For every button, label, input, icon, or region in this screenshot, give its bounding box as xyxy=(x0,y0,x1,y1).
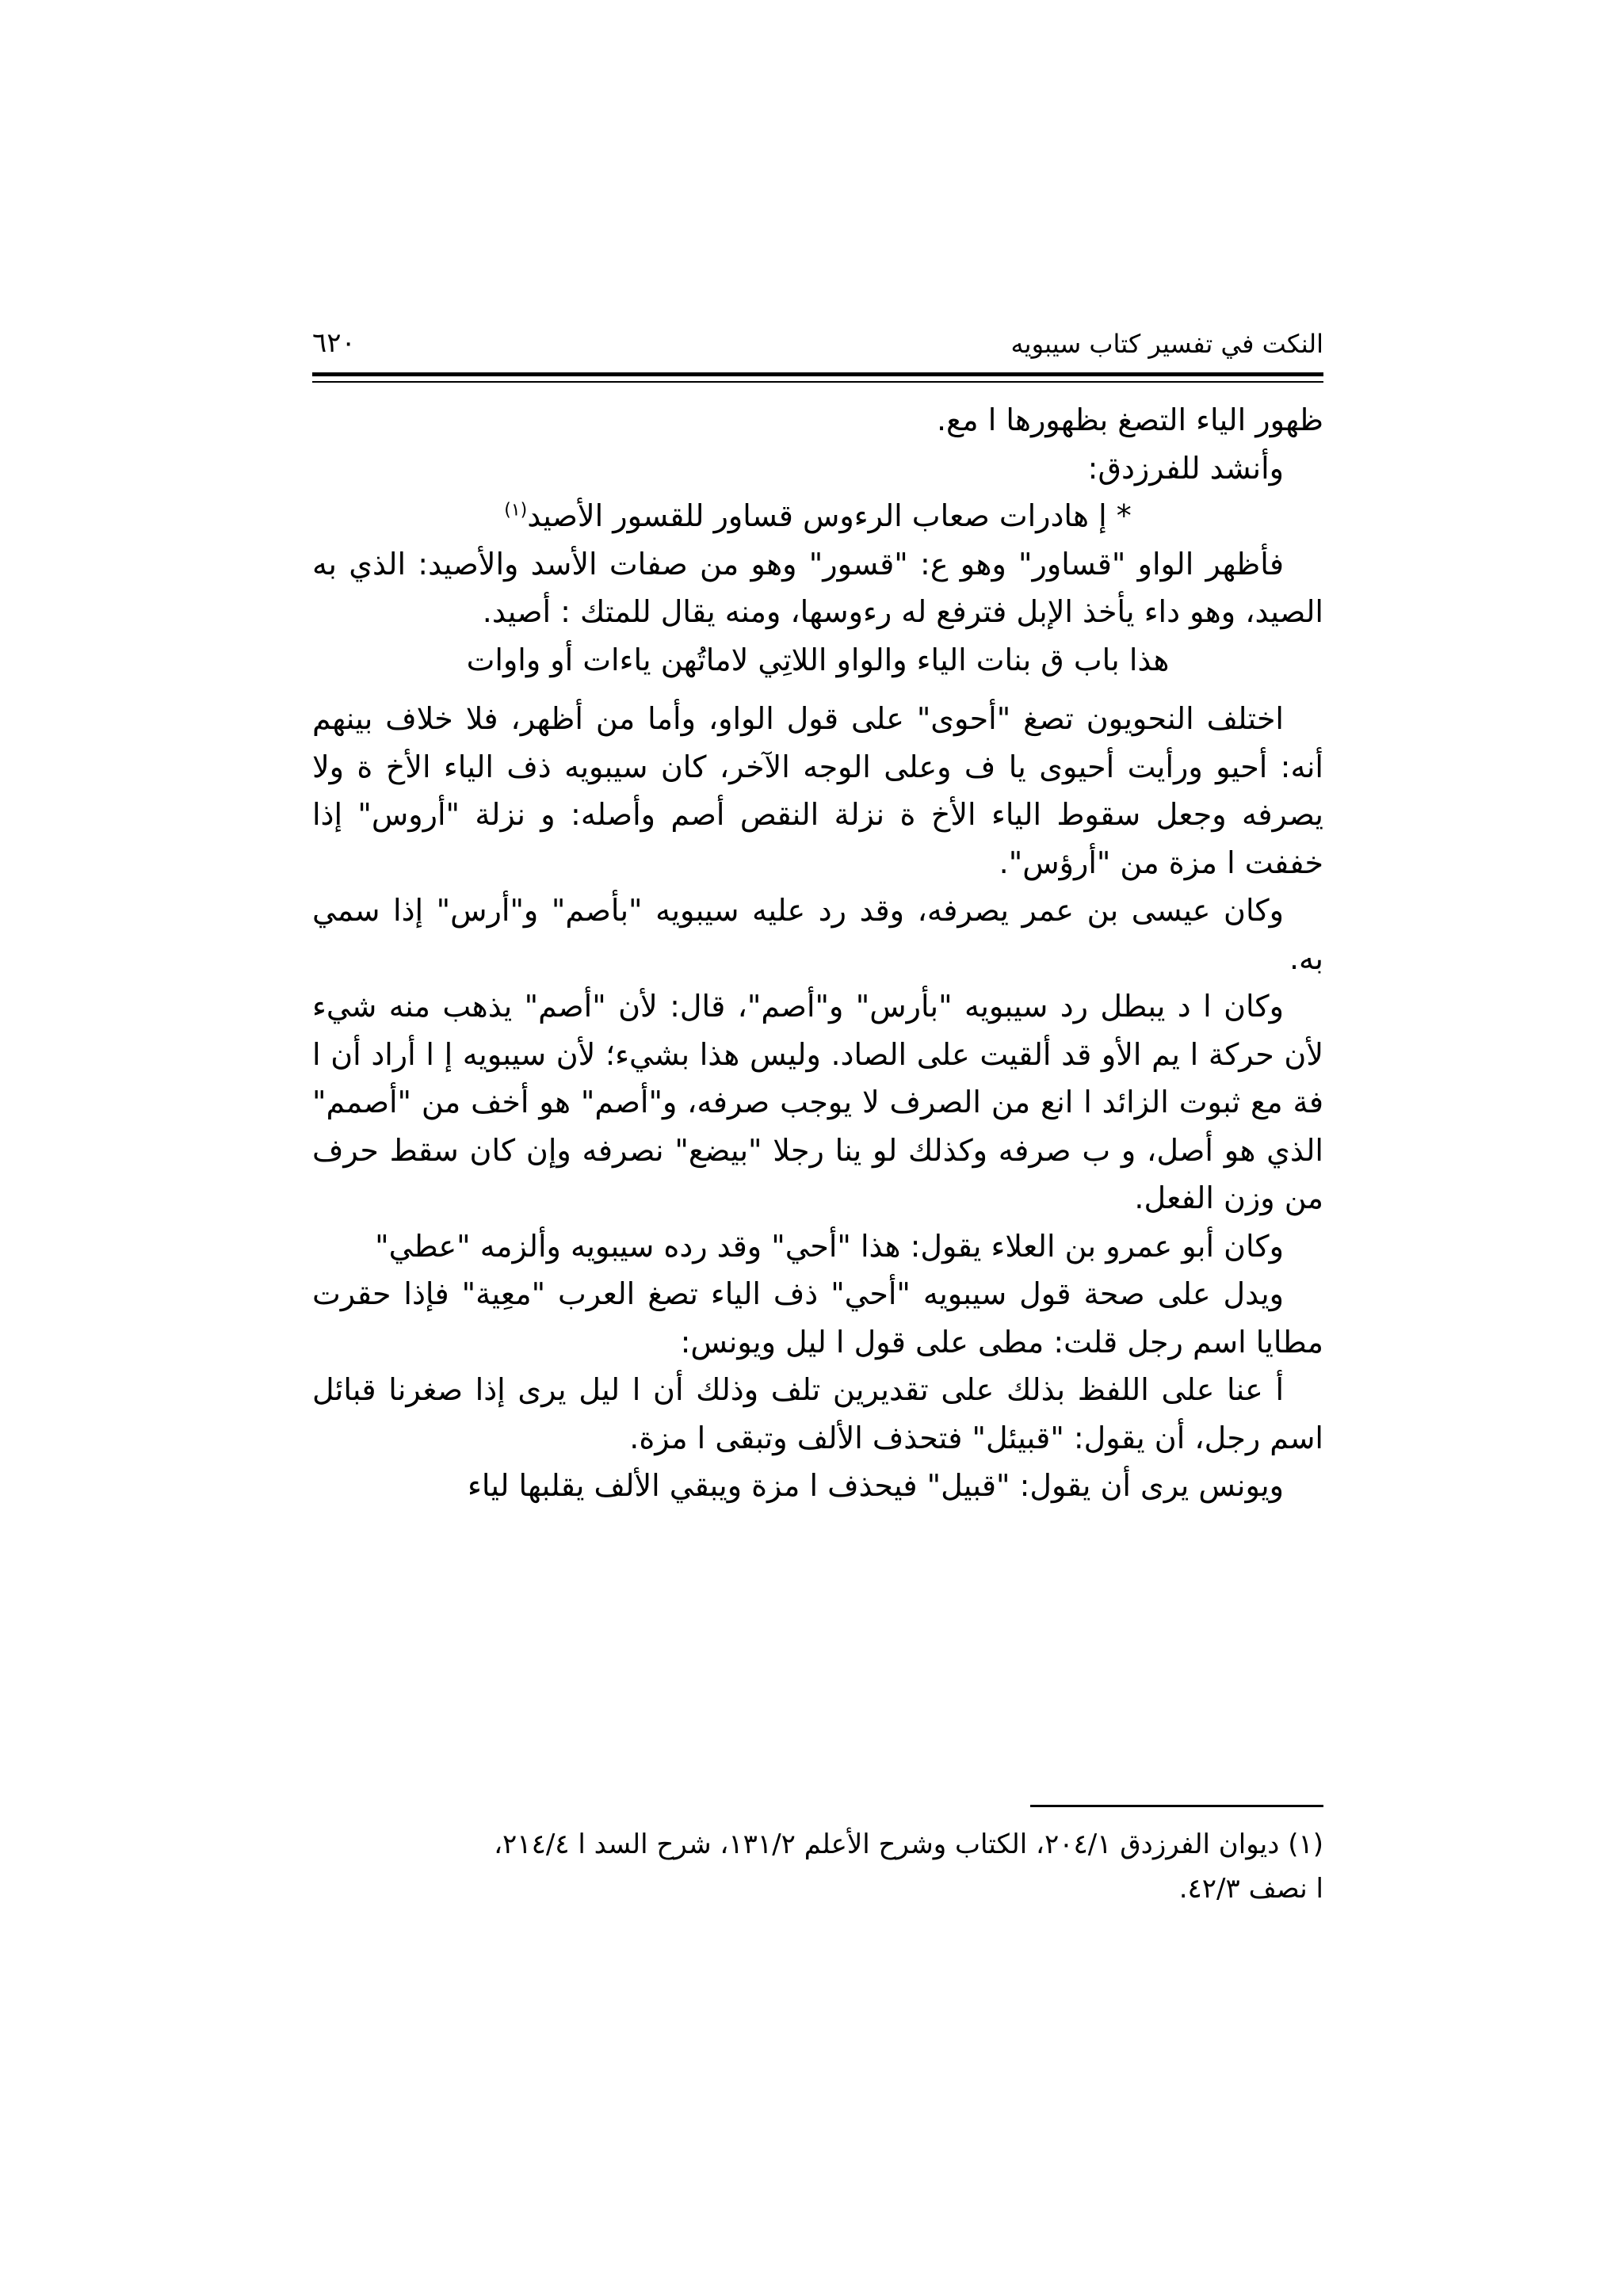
verse-line xyxy=(312,492,1323,540)
header-rule-thin xyxy=(312,381,1323,383)
paragraph: فأظهر الواو "قساور" وهو ع: "قسور" وهو من صفات الأسد والأصيد: الذي به الصيد، وهو داء يأخذ الإبل فترفع له رءوسها، ومنه يقال للمتك : أصيد. xyxy=(312,546,1323,629)
page-header xyxy=(312,321,1323,376)
text-line: ظهور الياء التصغ بظهورها ا مع. xyxy=(936,402,1323,437)
section-heading: هذا باب ق بنات الياء والواو اللاتِي لاماتُهن ياءات أو واوات xyxy=(466,642,1170,677)
paragraph: اختلف النحويون تصغ "أحوى" على قول الواو، وأما من أظهر، فلا خلاف بينهم أنه: أحيو ورأيت أحيوى يا ف وعلى الوجه الآخر، كان سيبويه ذف الياء الأخ ة ولا يصرفه وجعل سقوط الياء الأخ ة نزلة النقص أصم وأصله: و نزلة "أروس" إذا خففت ا مزة من "أرؤس". xyxy=(312,701,1323,880)
footnotes xyxy=(312,1822,1323,1911)
verse-text: * إ هادرات صعاب الرءوس قساور للقسور الأصيد xyxy=(527,498,1132,533)
paragraph: وكان ا د يبطل رد سيبويه "بأرس" و"أصم"، قال: لأن "أصم" يذهب منه شيء لأن حركة ا يم الأو قد ألقيت على الصاد. وليس هذا بشيء؛ لأن سيبويه إ ا أراد أن ا فة مع ثبوت الزائد ا انع من الصرف لا يوجب صرفه، و"أصم" هو أخف من "أصمم" الذي هو أصل، و ب صرفه وكذلك لو ينا رجلا "بيضع" نصرفه وإن كان سقط حرف من وزن الفعل. xyxy=(312,989,1323,1215)
footnote-continuation: ا نصف ٤٢/٣. xyxy=(1178,1873,1323,1905)
main-text xyxy=(312,396,1323,1510)
footnote-separator xyxy=(1030,1805,1323,1807)
paragraph: ويونس يرى أن يقول: "قبيل" فيحذف ا مزة ويبقي الألف يقلبها لياء xyxy=(467,1468,1284,1503)
paragraph: وكان أبو عمرو بن العلاء يقول: هذا "أحي" وقد رده سيبويه وألزمه "عطي" xyxy=(375,1228,1284,1264)
running-title: النكت في تفسير كتاب سيبويه xyxy=(1010,329,1323,359)
page-number: ٦٢٠ xyxy=(312,327,356,359)
footnote: (١) ديوان الفرزدق ٢٠٤/١، الكتاب وشرح الأعلم ١٣١/٢، شرح السد ا ٢١٤/٤، xyxy=(494,1829,1323,1860)
paragraph: ويدل على صحة قول سيبويه "أحي" ذف الياء تصغ العرب "معِية" فإذا حقرت مطايا اسم رجل قلت: مطى على قول ا ليل ويونس: xyxy=(312,1276,1323,1360)
text-line: وأنشد للفرزدق: xyxy=(1087,450,1284,486)
header-rule-thick xyxy=(312,372,1323,376)
paragraph: أ عنا على اللفظ بذلك على تقديرين تلف وذلك أن ا ليل يرى إذا صغرنا قبائل اسم رجل، أن يقول: "قبيئل" فتحذف الألف وتبقى ا مزة. xyxy=(312,1372,1323,1455)
footnote-marker: (١) xyxy=(504,500,528,521)
paragraph: وكان عيسى بن عمر يصرفه، وقد رد عليه سيبويه "بأصم" و"أرس" إذا سمي به. xyxy=(312,893,1323,976)
